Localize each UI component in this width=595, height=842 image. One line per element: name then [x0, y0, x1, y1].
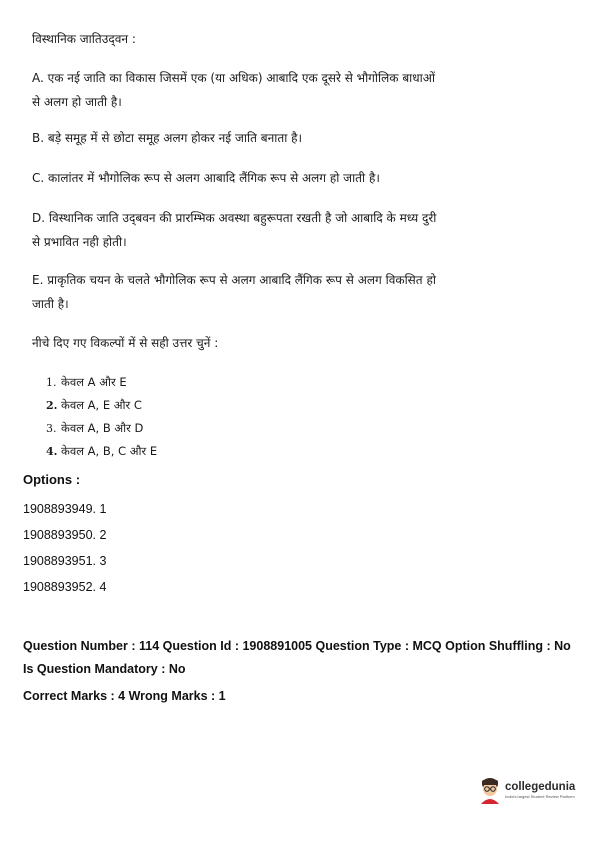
choice-number: 2.	[46, 399, 58, 412]
statement-b	[32, 126, 472, 150]
statement-d-line1: D. विस्थानिक जाति उद्‌बवन की प्रारम्भिक अवस्था बहुरूपता रखती है जो आबादि के मध्य दुरी	[32, 211, 437, 225]
choice-text: केवल A, B और D	[61, 421, 144, 435]
statement-d	[32, 206, 472, 254]
statement-a-line1: A. एक नई जाति का विकास जिसमें एक (या अधिक) आबादि एक दूसरे से भौगोलिक बाधाओं	[32, 71, 436, 85]
choice-item	[46, 440, 157, 463]
option-line: 1908893949. 1	[23, 502, 107, 516]
marks-line: Correct Marks : 4 Wrong Marks : 1	[23, 689, 226, 703]
collegedunia-logo	[478, 776, 575, 804]
statement-c-line1: C. कालांतर में भौगोलिक रूप से अलग आबादि लैंगिक रूप से अलग हो जाती है।	[32, 171, 380, 185]
choice-text: केवल A और E	[61, 375, 127, 389]
options-heading: Options :	[23, 472, 81, 487]
choice-number: 1.	[46, 376, 57, 389]
choice-text: केवल A, B, C और E	[61, 444, 158, 458]
statement-c	[32, 166, 472, 190]
choice-item	[46, 417, 157, 440]
choice-number: 3.	[46, 422, 57, 435]
choice-text: केवल A, E और C	[61, 398, 142, 412]
student-mascot-icon	[478, 776, 502, 804]
statement-a	[32, 66, 472, 114]
statement-d-line2: से प्रभावित नही होती।	[32, 235, 127, 249]
statement-e-line1: E. प्राकृतिक चयन के चलते भौगोलिक रूप से अलग आबादि लैंगिक रूप से अलग विकसित हो	[32, 273, 436, 287]
option-line: 1908893950. 2	[23, 528, 107, 542]
question-heading: विस्थानिक जातिउद्‌वन :	[32, 32, 136, 46]
option-line: 1908893951. 3	[23, 554, 107, 568]
instruction-text: नीचे दिए गए विकल्पों में से सही उत्तर चुनें :	[32, 336, 219, 350]
option-line: 1908893952. 4	[23, 580, 107, 594]
choice-item	[46, 394, 157, 417]
question-mandatory-line: Is Question Mandatory : No	[23, 662, 186, 676]
statement-a-line2: से अलग हो जाती है।	[32, 95, 122, 109]
choice-item	[46, 371, 157, 394]
choice-number: 4.	[46, 445, 58, 458]
statement-e-line2: जाती है।	[32, 297, 69, 311]
question-meta-line: Question Number : 114 Question Id : 1908891005 Question Type : MCQ Option Shuffling : No	[23, 639, 571, 653]
logo-brand-text: collegedunia	[505, 781, 576, 793]
statement-e	[32, 268, 472, 316]
logo-tagline: India's largest Student Review Platform	[505, 794, 575, 799]
answer-choices-list	[46, 371, 157, 463]
statement-b-line1: B. बड़े समूह में से छोटा समूह अलग होकर नई जाति बनाता है।	[32, 131, 303, 145]
